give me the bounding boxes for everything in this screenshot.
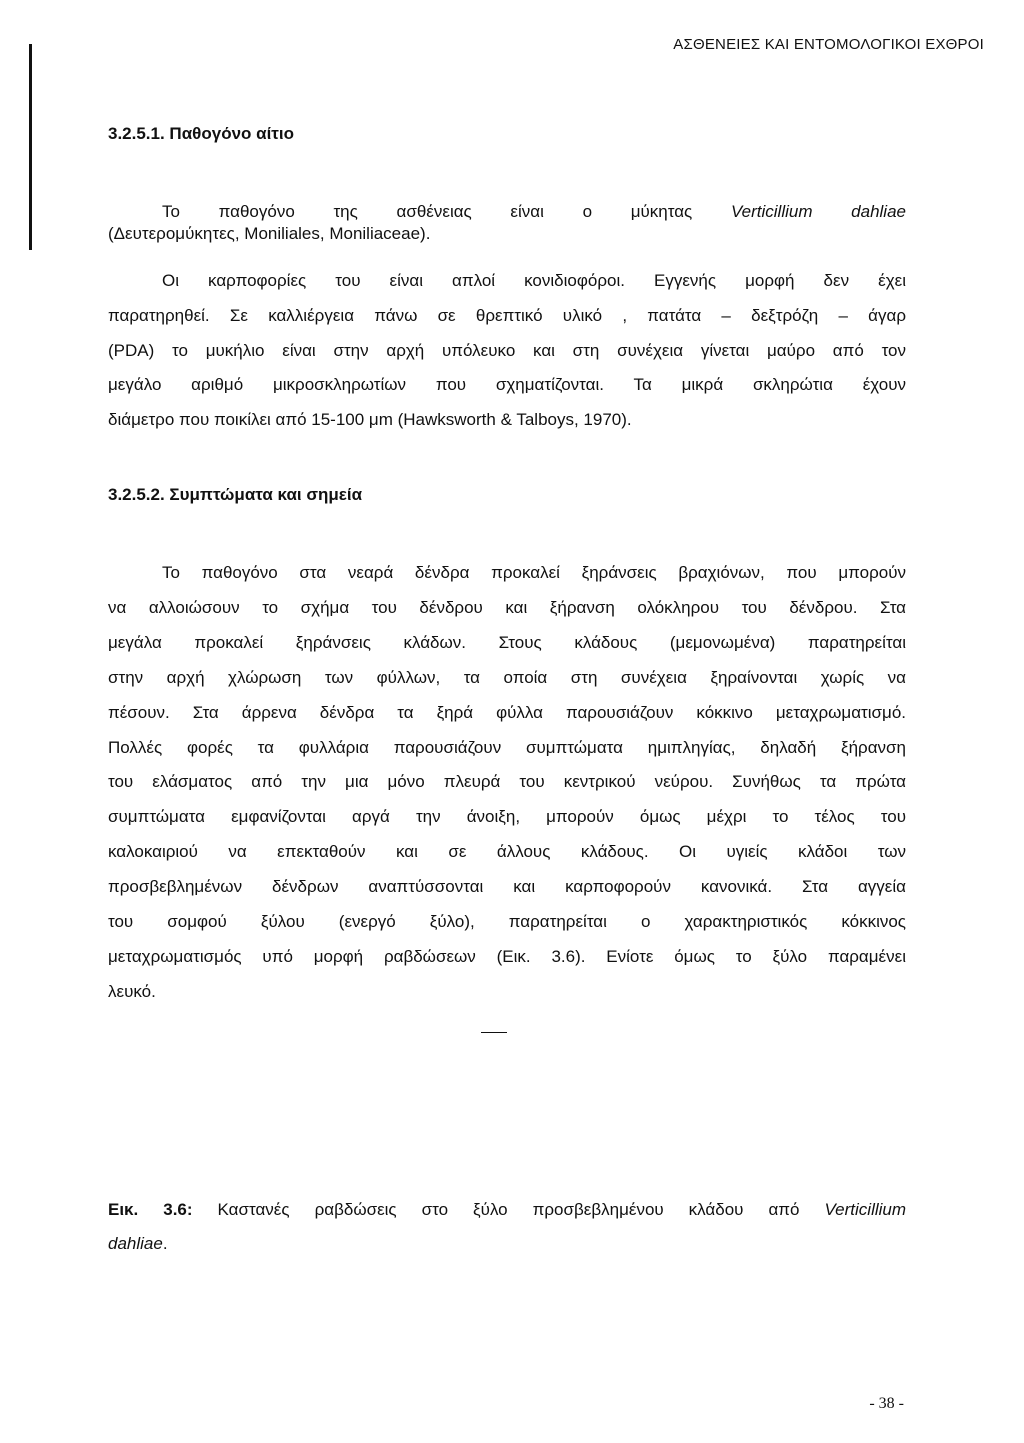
figure-label: Εικ. 3.6: bbox=[108, 1200, 193, 1219]
caption-line bbox=[108, 1193, 906, 1227]
paragraph-line: μεγάλο αριθμό μικροσκληρωτίων που σχηματίζονται. Τα μικρά σκληρώτια έχουν bbox=[108, 375, 906, 395]
paragraph-line: (PDA) το μυκήλιο είναι στην αρχή υπόλευκο και στη συνέχεια γίνεται μαύρο από τον bbox=[108, 340, 906, 360]
paragraph-line: Οι καρποφορίες του είναι απλοί κονιδιοφόροι. Εγγενής μορφή δεν έχει bbox=[162, 271, 906, 290]
figure-separator-rule bbox=[481, 1032, 507, 1033]
paragraph-symptoms bbox=[108, 556, 906, 1010]
paragraph-line: πέσουν. Στα άρρενα δένδρα τα ξηρά φύλλα παρουσιάζουν κόκκινο μεταχρωματισμό. bbox=[108, 702, 906, 722]
margin-change-bar bbox=[29, 44, 32, 250]
paragraph-line: προσβεβλημένων δένδρων αναπτύσσονται και καρποφορούν κανονικά. Στα αγγεία bbox=[108, 877, 906, 897]
paragraph-line: συμπτώματα εμφανίζονται αργά την άνοιξη, μπορούν όμως μέχρι το τέλος του bbox=[108, 807, 906, 827]
species-name: dahliae bbox=[108, 1234, 163, 1253]
caption-end: . bbox=[162, 1234, 168, 1253]
paragraph-line: μεταχρωματισμός υπό μορφή ραβδώσεων (Εικ. 3.6). Ενίοτε όμως το ξύλο παραμένει bbox=[108, 946, 906, 966]
paragraph-line: του σομφού ξύλου (ενεργό ξύλο), παρατηρείται ο χαρακτηριστικός κόκκινος bbox=[108, 912, 906, 932]
section-heading-pathogen: 3.2.5.1. Παθογόνο αίτιο bbox=[108, 124, 295, 143]
paragraph-fruiting-bodies bbox=[108, 264, 906, 438]
paragraph-line: Το παθογόνο στα νεαρά δένδρα προκαλεί ξηράνσεις βραχιόνων, που μπορούν bbox=[162, 563, 906, 582]
caption-text: Καστανές ραβδώσεις στο ξύλο προσβεβλημένου κλάδου από bbox=[192, 1200, 825, 1219]
paragraph-line: διάμετρο που ποικίλει από 15-100 μm (Hawksworth & Talboys, 1970). bbox=[108, 410, 632, 430]
section-heading-symptoms: 3.2.5.2. Συμπτώματα και σημεία bbox=[108, 485, 363, 504]
figure-caption bbox=[108, 1193, 906, 1261]
running-header: ΑΣΘΕΝΕΙΕΣ ΚΑΙ ΕΝΤΟΜΟΛΟΓΙΚΟΙ ΕΧΘΡΟΙ bbox=[673, 36, 984, 53]
paragraph-line: καλοκαιριού να επεκταθούν και σε άλλους κλάδους. Οι υγιείς κλάδοι των bbox=[108, 842, 906, 862]
paragraph-pathogen-identity bbox=[108, 195, 906, 250]
paragraph-line: του ελάσματος από την μια μόνο πλευρά του κεντρικού νεύρου. Συνήθως τα πρώτα bbox=[108, 772, 906, 792]
species-name: Verticillium dahliae bbox=[730, 202, 906, 221]
paragraph-line: παρατηρηθεί. Σε καλλιέργεια πάνω σε θρεπτικό υλικό , πατάτα – δεξτρόζη – άγαρ bbox=[108, 305, 906, 325]
paragraph-line: Πολλές φορές τα φυλλάρια παρουσιάζουν συμπτώματα ημιπληγίας, δηλαδή ξήρανση bbox=[108, 737, 906, 757]
paragraph-line: στην αρχή χλώρωση των φύλλων, τα οποία στη συνέχεια ξηραίνονται χωρίς να bbox=[108, 667, 906, 687]
paragraph-line: μεγάλα προκαλεί ξηράνσεις κλάδων. Στους κλάδους (μεμονωμένα) παρατηρείται bbox=[108, 632, 906, 652]
caption-line bbox=[108, 1227, 906, 1261]
paragraph-line: (Δευτερομύκητες, Moniliales, Moniliaceae). bbox=[108, 224, 431, 243]
species-name: Verticillium bbox=[824, 1200, 907, 1219]
page-number: - 38 - bbox=[869, 1395, 904, 1412]
paragraph-line: λευκό. bbox=[108, 981, 156, 1001]
paragraph-line: να αλλοιώσουν το σχήμα του δένδρου και ξήρανση ολόκληρου του δένδρου. Στα bbox=[108, 597, 906, 617]
text-run: Το παθογόνο της ασθένειας είναι ο μύκητας bbox=[162, 202, 731, 221]
